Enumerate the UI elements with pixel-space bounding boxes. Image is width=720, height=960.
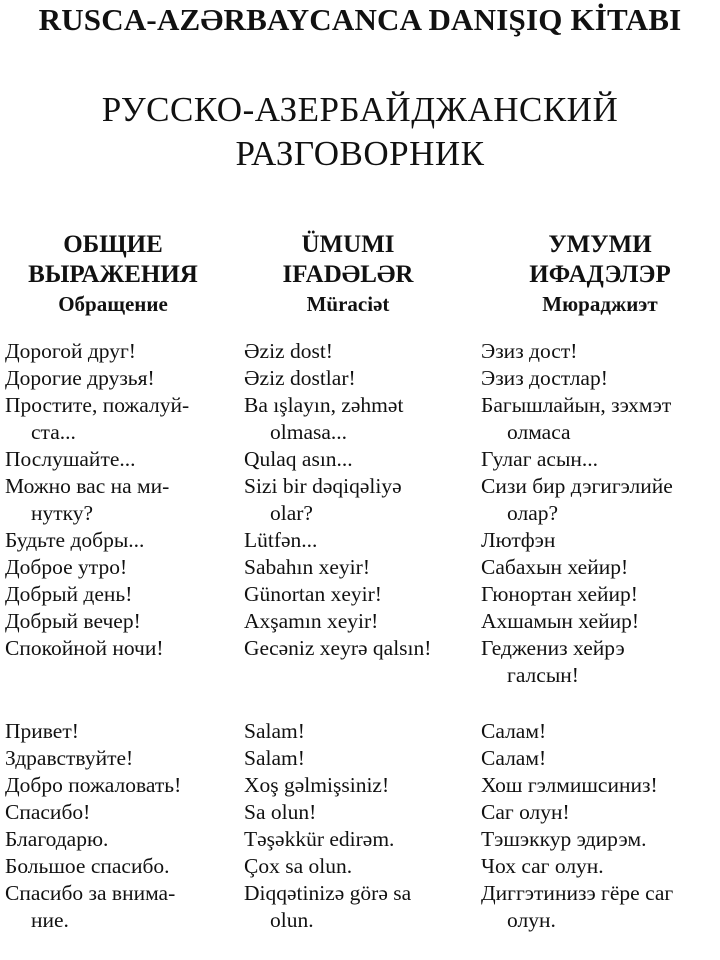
phrase-line: Багышлайын, зэхмэт bbox=[481, 393, 672, 417]
phrase-line: галсын! bbox=[507, 663, 579, 687]
phrase-line: Добрый вечер! bbox=[5, 609, 141, 633]
phrase-ru bbox=[5, 608, 141, 635]
phrase-az bbox=[244, 473, 402, 527]
phrase-ru bbox=[5, 635, 164, 662]
phrase-line: Тэшэккур эдирэм. bbox=[481, 827, 647, 851]
phrase-line: Лютфэн bbox=[481, 528, 556, 552]
phrase-line: Günortan xeyir! bbox=[244, 582, 382, 606]
phrase-tr bbox=[481, 718, 546, 745]
phrase-az bbox=[244, 554, 370, 581]
phrase-line: Təşəkkür edirəm. bbox=[244, 827, 395, 851]
phrase-line: Ахшамын хейир! bbox=[481, 609, 639, 633]
phrase-line: Большое спасибо. bbox=[5, 854, 170, 878]
phrase-tr bbox=[481, 880, 673, 934]
phrase-row bbox=[0, 473, 720, 527]
phrase-tr bbox=[481, 745, 546, 772]
phrase-row bbox=[0, 745, 720, 772]
phrase-row bbox=[0, 365, 720, 392]
phrase-line: Добро пожаловать! bbox=[5, 773, 182, 797]
phrase-line: Salam! bbox=[244, 719, 305, 743]
phrase-row bbox=[0, 799, 720, 826]
phrase-ru bbox=[5, 745, 133, 772]
phrase-line: Спокойной ночи! bbox=[5, 636, 164, 660]
phrase-line: Здравствуйте! bbox=[5, 746, 134, 770]
phrase-az bbox=[244, 581, 382, 608]
phrase-line: olun. bbox=[270, 908, 314, 932]
phrase-line: Сизи бир дэгигэлийе bbox=[481, 474, 673, 498]
section-subheading: Müraciət bbox=[306, 292, 390, 316]
phrase-tr bbox=[481, 392, 671, 446]
phrase-az bbox=[244, 392, 403, 446]
phrase-ru bbox=[5, 799, 90, 826]
phrase-tr bbox=[481, 853, 604, 880]
phrase-az bbox=[244, 853, 352, 880]
phrase-tr bbox=[481, 473, 673, 527]
phrase-line: Благодарю. bbox=[5, 827, 109, 851]
phrase-ru bbox=[5, 473, 169, 527]
section-subheading: Мюраджиэт bbox=[542, 292, 658, 316]
phrase-line: Салам! bbox=[481, 719, 547, 743]
phrase-row bbox=[0, 581, 720, 608]
phrase-row bbox=[0, 527, 720, 554]
phrase-line: Xoş gəlmişsiniz! bbox=[244, 773, 390, 797]
phrase-row bbox=[0, 772, 720, 799]
phrase-az bbox=[244, 635, 431, 662]
phrase-ru bbox=[5, 880, 175, 934]
phrase-ru bbox=[5, 338, 136, 365]
phrase-row bbox=[0, 392, 720, 446]
phrase-tr bbox=[481, 365, 608, 392]
phrase-line: Qulaq asın... bbox=[244, 447, 353, 471]
heading-line: ВЫРАЖЕНИЯ bbox=[28, 261, 198, 288]
phrase-row bbox=[0, 554, 720, 581]
phrase-line: Diqqətinizə görə sa bbox=[244, 881, 412, 905]
phrase-table bbox=[0, 338, 720, 934]
phrase-line: Эзиз дост! bbox=[481, 339, 578, 363]
phrase-az bbox=[244, 880, 411, 934]
phrase-az bbox=[244, 608, 378, 635]
phrase-line: Axşamın xeyir! bbox=[244, 609, 379, 633]
phrase-line: нутку? bbox=[31, 501, 94, 525]
phrase-line: Спасибо за внима- bbox=[5, 881, 176, 905]
phrase-ru bbox=[5, 392, 189, 446]
phrase-line: olmasa... bbox=[270, 420, 348, 444]
phrase-tr bbox=[481, 554, 628, 581]
phrase-line: Можно вас на ми- bbox=[5, 474, 170, 498]
phrase-line: олар? bbox=[507, 501, 559, 525]
heading-line: IFADƏLƏR bbox=[282, 261, 414, 288]
phrase-line: Дорогие друзья! bbox=[5, 366, 155, 390]
phrase-tr bbox=[481, 826, 646, 853]
phrase-az bbox=[244, 365, 356, 392]
phrase-ru bbox=[5, 826, 108, 853]
phrase-ru bbox=[5, 581, 132, 608]
phrase-az bbox=[244, 446, 353, 473]
phrase-line: Salam! bbox=[244, 746, 305, 770]
phrase-ru bbox=[5, 772, 181, 799]
phrase-tr bbox=[481, 635, 625, 689]
heading-line: ÜMUMI bbox=[301, 231, 395, 258]
phrase-line: Геджениз хейрэ bbox=[481, 636, 625, 660]
phrase-ru bbox=[5, 446, 136, 473]
phrase-line: Диггэтинизэ гёре саг bbox=[481, 881, 674, 905]
phrase-line: Добрый день! bbox=[5, 582, 133, 606]
column-heading-transcription bbox=[480, 230, 720, 318]
phrase-az bbox=[244, 718, 305, 745]
phrase-row bbox=[0, 853, 720, 880]
phrase-line: Эзиз достлар! bbox=[481, 366, 608, 390]
heading-line: ИФАДЭЛЭР bbox=[529, 261, 671, 288]
phrase-tr bbox=[481, 338, 577, 365]
phrase-row bbox=[0, 446, 720, 473]
phrase-line: Спасибо! bbox=[5, 800, 91, 824]
column-heading-azerbaijani bbox=[238, 230, 458, 318]
heading-line: УМУМИ bbox=[548, 231, 652, 258]
phrase-line: Гюнортан хейир! bbox=[481, 582, 638, 606]
phrase-ru bbox=[5, 853, 170, 880]
phrase-line: Sa olun! bbox=[244, 800, 317, 824]
phrase-line: ста... bbox=[31, 420, 76, 444]
phrase-az bbox=[244, 826, 394, 853]
phrase-tr bbox=[481, 527, 555, 554]
phrase-az bbox=[244, 338, 333, 365]
phrase-line: Gecəniz xeyrə qalsın! bbox=[244, 636, 432, 660]
phrase-ru bbox=[5, 527, 144, 554]
book-title-russian-line1: РУССКО-АЗЕРБАЙДЖАНСКИЙ bbox=[101, 90, 619, 129]
phrase-line: Послушайте... bbox=[5, 447, 136, 471]
phrase-line: Чох саг олун. bbox=[481, 854, 604, 878]
phrase-line: Будьте добры... bbox=[5, 528, 145, 552]
phrase-row bbox=[0, 338, 720, 365]
phrase-line: Əziz dostlar! bbox=[244, 366, 356, 390]
phrase-ru bbox=[5, 365, 155, 392]
phrase-az bbox=[244, 772, 389, 799]
section-subheading: Обращение bbox=[58, 292, 168, 316]
phrase-line: Lütfən... bbox=[244, 528, 318, 552]
phrase-line: Простите, пожалуй- bbox=[5, 393, 190, 417]
phrase-ru bbox=[5, 718, 79, 745]
phrase-tr bbox=[481, 581, 638, 608]
book-title-russian-line2: РАЗГОВОРНИК bbox=[235, 134, 485, 173]
phrase-line: Sabahın xeyir! bbox=[244, 555, 370, 579]
phrase-az bbox=[244, 745, 305, 772]
phrase-line: Sizi bir dəqiqəliyə bbox=[244, 474, 402, 498]
phrase-line: Сабахын хейир! bbox=[481, 555, 629, 579]
phrase-az bbox=[244, 527, 317, 554]
phrase-row bbox=[0, 608, 720, 635]
phrase-line: Саг олун! bbox=[481, 800, 570, 824]
phrase-line: олун. bbox=[507, 908, 556, 932]
phrase-row bbox=[0, 880, 720, 934]
phrase-tr bbox=[481, 772, 658, 799]
phrase-line: Салам! bbox=[481, 746, 547, 770]
phrase-row bbox=[0, 826, 720, 853]
phrase-tr bbox=[481, 608, 639, 635]
phrase-line: Доброе утро! bbox=[5, 555, 128, 579]
phrase-line: olar? bbox=[270, 501, 313, 525]
column-heading-russian bbox=[0, 230, 226, 318]
phrase-line: Привет! bbox=[5, 719, 79, 743]
heading-line: ОБЩИЕ bbox=[63, 231, 163, 258]
phrase-tr bbox=[481, 799, 570, 826]
phrase-line: Гулаг асын... bbox=[481, 447, 599, 471]
phrase-row bbox=[0, 718, 720, 745]
phrase-line: Дорогой друг! bbox=[5, 339, 136, 363]
phrase-line: Əziz dost! bbox=[244, 339, 333, 363]
phrase-ru bbox=[5, 554, 127, 581]
phrase-line: Ba ışlayın, zəhmət bbox=[244, 393, 404, 417]
phrase-line: Çox sa olun. bbox=[244, 854, 353, 878]
phrase-tr bbox=[481, 446, 598, 473]
phrase-line: олмаса bbox=[507, 420, 571, 444]
phrase-az bbox=[244, 799, 316, 826]
phrase-row bbox=[0, 635, 720, 689]
phrase-line: ние. bbox=[31, 908, 69, 932]
book-title-azerbaijani: RUSCA-AZƏRBAYCANCA DANIŞIQ KİTABI bbox=[38, 2, 682, 37]
phrase-line: Хош гэлмишсиниз! bbox=[481, 773, 658, 797]
